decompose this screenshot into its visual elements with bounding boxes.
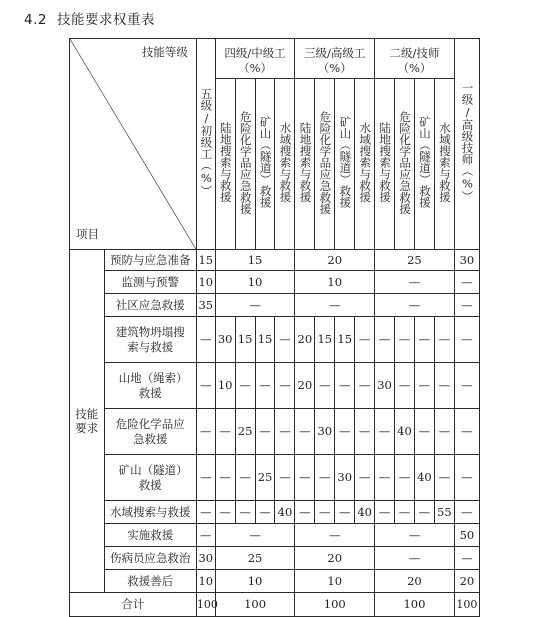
table-cell: — — [215, 524, 295, 547]
table-cell: — — [454, 455, 479, 501]
table-cell: 10 — [196, 271, 215, 294]
table-cell: — — [355, 455, 375, 501]
subheader-land: 陆地搜索与救援 — [215, 79, 235, 250]
table-cell: 10 — [295, 271, 375, 294]
section-title: 技能要求权重表 — [56, 12, 155, 28]
table-cell: — — [196, 501, 215, 524]
table-cell: 30 — [454, 250, 479, 271]
subheader-mine: 矿山（隧道）救援 — [255, 79, 275, 250]
table-cell: — — [295, 455, 315, 501]
table-cell: — — [375, 409, 395, 455]
row-label: 救援善后 — [104, 570, 196, 593]
table-cell: — — [414, 409, 434, 455]
table-cell: — — [196, 317, 215, 363]
table-cell: 20 — [295, 363, 315, 409]
table-cell: 10 — [215, 271, 295, 294]
row-label: 监测与预警 — [104, 271, 196, 294]
table-cell: 50 — [454, 524, 479, 547]
table-cell: 55 — [434, 501, 454, 524]
table-cell: 40 — [414, 455, 434, 501]
row-label: 建筑物坍塌搜索与救援 — [104, 317, 196, 363]
table-cell: 20 — [295, 317, 315, 363]
table-cell: — — [315, 455, 335, 501]
table-cell: — — [196, 455, 215, 501]
table-cell: — — [275, 317, 295, 363]
table-cell: 15 — [335, 317, 355, 363]
table-row — [70, 271, 480, 294]
row-label: 山地（绳索）救援 — [104, 363, 196, 409]
table-cell: — — [454, 317, 479, 363]
group-header-level2: 二级/技师 （%） — [375, 39, 455, 79]
table-cell: — — [295, 294, 375, 317]
table-row — [70, 294, 480, 317]
row-label: 水域搜索与救援 — [104, 501, 196, 524]
subheader-water: 水域搜索与救援 — [275, 79, 295, 250]
table-row — [70, 570, 480, 593]
table-row — [70, 317, 480, 363]
group-header-level4: 四级/中级工 （%） — [215, 39, 295, 79]
table-cell: 10 — [215, 570, 295, 593]
table-cell: — — [375, 524, 455, 547]
table-cell: — — [375, 294, 455, 317]
section-number: 4.2 — [24, 12, 47, 28]
table-cell: 10 — [215, 363, 235, 409]
table-cell: — — [196, 409, 215, 455]
table-cell: — — [235, 363, 255, 409]
table-cell: 15 — [315, 317, 335, 363]
table-cell: 30 — [315, 409, 335, 455]
table-cell: 100 — [215, 593, 295, 617]
table-cell: — — [375, 501, 395, 524]
table-cell: — — [434, 455, 454, 501]
row-label: 危险化学品应急救援 — [104, 409, 196, 455]
corner-header-cell — [70, 39, 197, 250]
table-cell: — — [375, 271, 455, 294]
table-cell: 40 — [275, 501, 295, 524]
table-row — [70, 501, 480, 524]
table-cell: — — [215, 455, 235, 501]
table-cell: — — [315, 363, 335, 409]
table-cell: — — [355, 317, 375, 363]
diagonal-line — [70, 39, 196, 249]
table-cell: 15 — [215, 250, 295, 271]
subheader-mine: 矿山（隧道）救援 — [414, 79, 434, 250]
table-cell: 10 — [196, 570, 215, 593]
table-cell: — — [196, 363, 215, 409]
row-label: 实施救援 — [104, 524, 196, 547]
table-row — [70, 455, 480, 501]
table-row — [70, 524, 480, 547]
table-cell: — — [315, 501, 335, 524]
table-cell: 15 — [196, 250, 215, 271]
table-cell: — — [275, 455, 295, 501]
table-cell: 20 — [454, 570, 479, 593]
table-cell: — — [454, 501, 479, 524]
level5-header: 五级/初级工（%） — [196, 39, 215, 250]
table-cell: 30 — [215, 317, 235, 363]
table-cell: 25 — [215, 547, 295, 570]
table-cell: 40 — [395, 409, 415, 455]
corner-level-label: 技能等级 — [141, 45, 188, 59]
table-cell: — — [434, 363, 454, 409]
table-cell: 20 — [295, 547, 375, 570]
level1-header: 一级/高级技师（%） — [454, 39, 479, 250]
table-cell: — — [395, 317, 415, 363]
table-cell: 30 — [196, 547, 215, 570]
table-cell: — — [235, 455, 255, 501]
table-cell: 100 — [196, 593, 215, 617]
table-cell: 100 — [454, 593, 479, 617]
table-cell: 25 — [235, 409, 255, 455]
table-cell: — — [395, 363, 415, 409]
table-cell: 15 — [235, 317, 255, 363]
table-cell: 30 — [375, 363, 395, 409]
table-cell: — — [335, 409, 355, 455]
table-cell: — — [454, 294, 479, 317]
table-cell: 25 — [255, 455, 275, 501]
table-cell: — — [215, 501, 235, 524]
table-cell: — — [255, 501, 275, 524]
document-title — [24, 8, 155, 28]
row-label: 预防与应急准备 — [104, 250, 196, 271]
table-cell: — — [434, 409, 454, 455]
row-label: 伤病员应急救治 — [104, 547, 196, 570]
side-label-cell: 技能要求 — [70, 250, 105, 593]
subheader-land: 陆地搜索与救援 — [375, 79, 395, 250]
header-row-1 — [70, 39, 480, 79]
subheader-hazmat: 危险化学品应急救援 — [315, 79, 335, 250]
total-row — [70, 593, 480, 617]
table-cell: — — [375, 317, 395, 363]
row-label: 矿山（隧道）救援 — [104, 455, 196, 501]
group-header-level3: 三级/高级工 （%） — [295, 39, 375, 79]
row-label: 社区应急救援 — [104, 294, 196, 317]
table-cell: 10 — [295, 570, 375, 593]
table-cell: — — [454, 409, 479, 455]
table-cell: — — [295, 501, 315, 524]
subheader-water: 水域搜索与救援 — [355, 79, 375, 250]
table-cell: 30 — [335, 455, 355, 501]
table-cell: — — [414, 501, 434, 524]
subheader-mine: 矿山（隧道）救援 — [335, 79, 355, 250]
table-cell: — — [414, 363, 434, 409]
corner-item-label: 项目 — [76, 226, 99, 241]
table-cell: 40 — [355, 501, 375, 524]
table-cell: — — [454, 363, 479, 409]
table-cell: 20 — [295, 250, 375, 271]
table-cell: 15 — [255, 317, 275, 363]
table-cell: — — [414, 317, 434, 363]
table-cell: — — [295, 524, 375, 547]
table-cell: — — [255, 409, 275, 455]
table-cell: — — [355, 363, 375, 409]
table-cell: — — [196, 524, 215, 547]
table-cell: — — [395, 501, 415, 524]
table-cell: — — [454, 271, 479, 294]
table-cell: — — [434, 317, 454, 363]
table-cell: — — [335, 501, 355, 524]
table-cell: — — [275, 363, 295, 409]
table-cell: 100 — [295, 593, 375, 617]
table-cell: — — [355, 409, 375, 455]
table-cell: — — [295, 409, 315, 455]
subheader-land: 陆地搜索与救援 — [295, 79, 315, 250]
table-cell: — — [375, 455, 395, 501]
subheader-water: 水域搜索与救援 — [434, 79, 454, 250]
table-cell: — — [275, 409, 295, 455]
table-cell: — — [454, 547, 479, 570]
table-cell: — — [395, 455, 415, 501]
table-row — [70, 363, 480, 409]
table-cell: — — [235, 501, 255, 524]
table-cell: — — [215, 294, 295, 317]
table-row — [70, 547, 480, 570]
skill-weight-table — [69, 38, 480, 617]
table-cell: 20 — [375, 570, 455, 593]
table-cell: 100 — [375, 593, 455, 617]
table-cell: 25 — [375, 250, 455, 271]
table-row — [70, 409, 480, 455]
table-cell: — — [215, 409, 235, 455]
table-cell: — — [375, 547, 455, 570]
table-row — [70, 250, 480, 271]
table-cell: — — [335, 363, 355, 409]
subheader-hazmat: 危险化学品应急救援 — [235, 79, 255, 250]
subheader-hazmat: 危险化学品应急救援 — [395, 79, 415, 250]
table-cell: — — [255, 363, 275, 409]
table-cell: 35 — [196, 294, 215, 317]
total-label: 合计 — [70, 593, 197, 617]
